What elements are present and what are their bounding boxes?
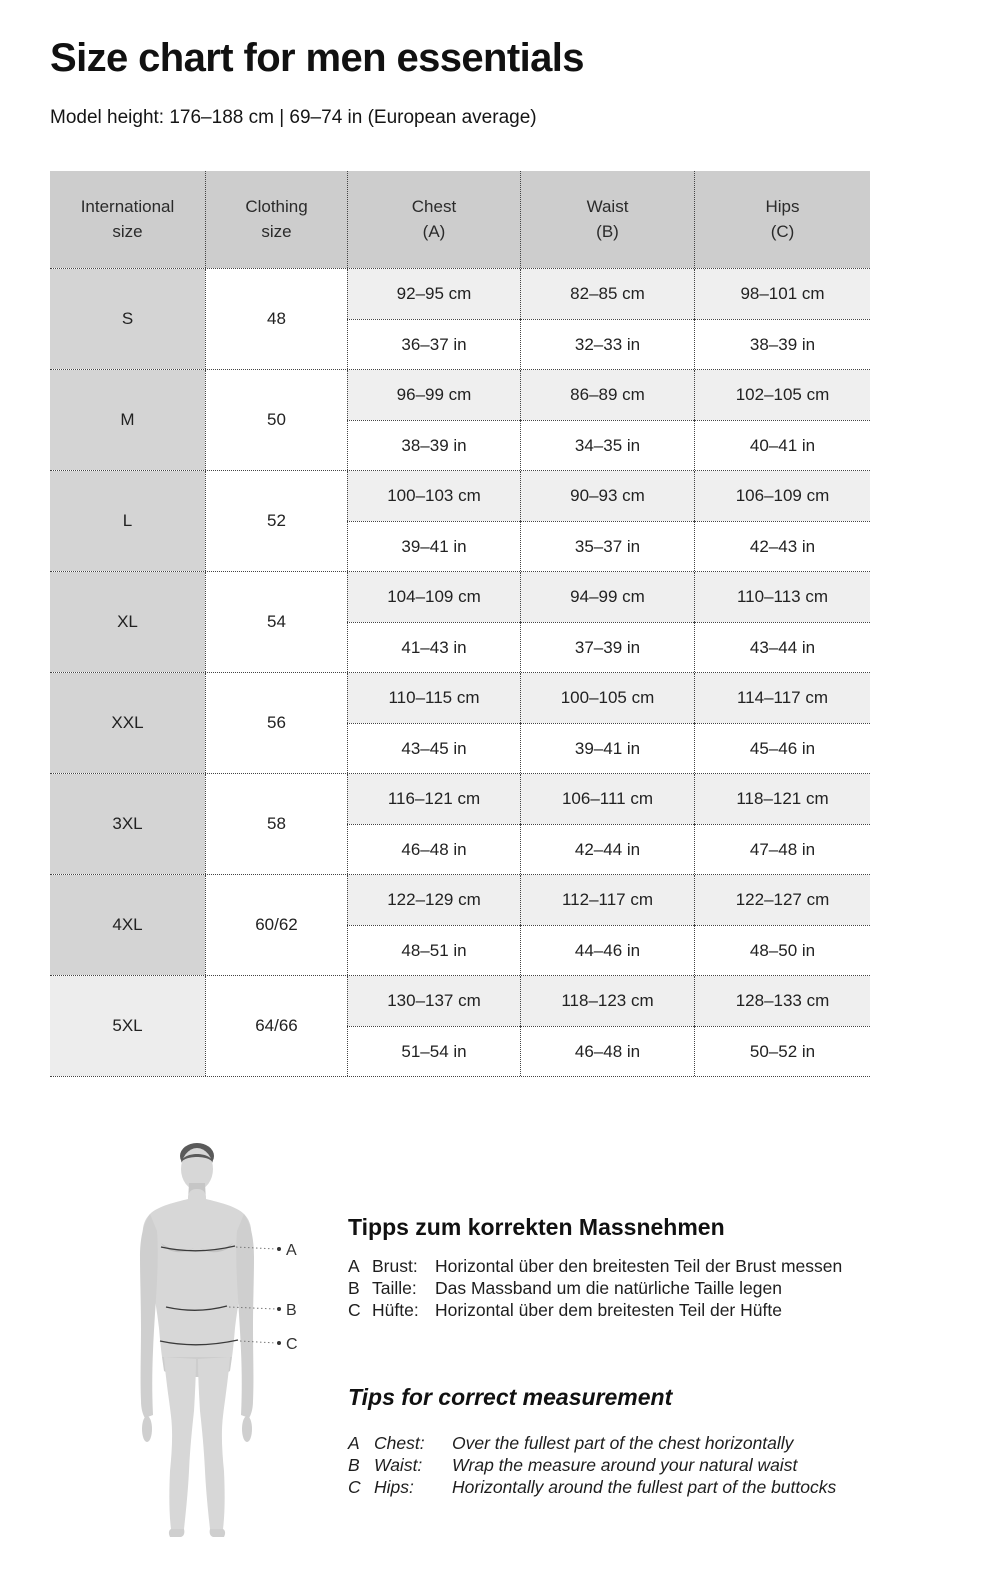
tip-letter: B	[348, 1455, 360, 1475]
cell-hips-cm: 128–133 cm	[694, 976, 870, 1026]
cell-clothing-size: 64/66	[205, 976, 347, 1076]
cell-clothing-size: 60/62	[205, 875, 347, 975]
tip-row-waist	[348, 1454, 836, 1476]
cell-international-size: S	[50, 269, 205, 369]
cell-hips-in: 50–52 in	[694, 1026, 870, 1076]
cell-hips-in: 42–43 in	[694, 521, 870, 571]
cell-waist-cm: 112–117 cm	[520, 875, 694, 925]
chest-label: A	[286, 1242, 297, 1259]
header-line: (A)	[422, 221, 446, 241]
cell-international-size: 4XL	[50, 875, 205, 975]
cell-hips-cm: 102–105 cm	[694, 370, 870, 420]
cell-clothing-size: 50	[205, 370, 347, 470]
header-line: Waist	[586, 196, 629, 216]
cell-waist-cm: 82–85 cm	[520, 269, 694, 319]
table-row-3xl	[50, 773, 870, 874]
size-chart-table	[50, 171, 870, 1077]
table-row-s	[50, 268, 870, 369]
waist-leader-dot	[277, 1307, 281, 1311]
tips-german	[348, 1214, 842, 1321]
cell-hips-cm: 98–101 cm	[694, 269, 870, 319]
cell-waist-cm: 86–89 cm	[520, 370, 694, 420]
cell-hips-in: 45–46 in	[694, 723, 870, 773]
header-line: size	[261, 221, 292, 241]
tip-letter: A	[348, 1256, 360, 1276]
tip-label: Chest:	[374, 1433, 425, 1453]
cell-hips-in: 40–41 in	[694, 420, 870, 470]
tip-text: Horizontally around the fullest part of the buttocks	[452, 1477, 837, 1497]
cell-clothing-size: 54	[205, 572, 347, 672]
cell-chest-cm: 130–137 cm	[347, 976, 520, 1026]
header-clothing-size	[205, 171, 347, 268]
cell-clothing-size: 56	[205, 673, 347, 773]
tip-label: Hüfte:	[372, 1300, 419, 1320]
table-row-5xl	[50, 975, 870, 1076]
table-header-row	[50, 171, 870, 268]
tip-letter: A	[348, 1433, 360, 1453]
cell-international-size: L	[50, 471, 205, 571]
cell-hips-cm: 118–121 cm	[694, 774, 870, 824]
figure-right-foot	[210, 1529, 225, 1537]
tips-english-heading: Tips for correct measurement	[348, 1384, 673, 1410]
cell-waist-in: 39–41 in	[520, 723, 694, 773]
tip-letter: C	[348, 1477, 361, 1497]
tip-label: Waist:	[374, 1455, 423, 1475]
chest-leader-dot	[277, 1247, 281, 1251]
cell-chest-cm: 92–95 cm	[347, 269, 520, 319]
cell-waist-cm: 90–93 cm	[520, 471, 694, 521]
cell-chest-cm: 96–99 cm	[347, 370, 520, 420]
tip-text: Horizontal über dem breitesten Teil der Hüfte	[435, 1300, 782, 1320]
hips-label: C	[286, 1336, 298, 1353]
tip-row-chest	[348, 1432, 836, 1454]
cell-chest-cm: 110–115 cm	[347, 673, 520, 723]
cell-waist-in: 32–33 in	[520, 319, 694, 369]
header-waist	[520, 171, 694, 268]
cell-hips-cm: 122–127 cm	[694, 875, 870, 925]
cell-chest-in: 36–37 in	[347, 319, 520, 369]
tip-label: Taille:	[372, 1278, 417, 1298]
male-body-figure	[138, 1139, 308, 1539]
tip-letter: C	[348, 1300, 361, 1320]
waist-label: B	[286, 1302, 297, 1319]
cell-waist-cm: 94–99 cm	[520, 572, 694, 622]
figure-right-leg	[198, 1357, 230, 1529]
cell-chest-in: 48–51 in	[347, 925, 520, 975]
cell-chest-cm: 100–103 cm	[347, 471, 520, 521]
header-line: Chest	[411, 196, 457, 216]
cell-chest-cm: 116–121 cm	[347, 774, 520, 824]
cell-hips-in: 38–39 in	[694, 319, 870, 369]
figure-torso	[143, 1189, 251, 1357]
cell-clothing-size: 58	[205, 774, 347, 874]
cell-clothing-size: 52	[205, 471, 347, 571]
page-title: Size chart for men essentials	[50, 36, 584, 80]
tip-row-hips	[348, 1299, 842, 1321]
tip-row-waist	[348, 1277, 842, 1299]
figure-left-leg	[164, 1357, 196, 1529]
figure-left-arm	[140, 1214, 158, 1418]
cell-waist-in: 35–37 in	[520, 521, 694, 571]
cell-chest-cm: 122–129 cm	[347, 875, 520, 925]
measurement-section	[0, 1077, 982, 1572]
header-line: (C)	[770, 221, 795, 241]
tips-german-list	[348, 1255, 842, 1321]
cell-hips-cm: 106–109 cm	[694, 471, 870, 521]
cell-waist-in: 42–44 in	[520, 824, 694, 874]
header-international-size	[50, 171, 205, 268]
cell-chest-in: 51–54 in	[347, 1026, 520, 1076]
cell-chest-in: 39–41 in	[347, 521, 520, 571]
header-line: Clothing	[245, 196, 308, 216]
header-line: Hips	[765, 196, 800, 216]
cell-waist-in: 34–35 in	[520, 420, 694, 470]
cell-international-size: 5XL	[50, 976, 205, 1076]
figure-right-arm	[236, 1214, 254, 1418]
cell-waist-in: 44–46 in	[520, 925, 694, 975]
header-hips	[694, 171, 870, 268]
cell-waist-in: 46–48 in	[520, 1026, 694, 1076]
table-row-xxl	[50, 672, 870, 773]
cell-hips-in: 43–44 in	[694, 622, 870, 672]
tip-letter: B	[348, 1278, 360, 1298]
tip-text: Horizontal über den breitesten Teil der Brust messen	[435, 1256, 843, 1276]
cell-clothing-size: 48	[205, 269, 347, 369]
tip-text: Wrap the measure around your natural waist	[452, 1455, 798, 1475]
tip-row-hips	[348, 1476, 836, 1498]
cell-waist-cm: 106–111 cm	[520, 774, 694, 824]
cell-waist-cm: 100–105 cm	[520, 673, 694, 723]
tip-text: Over the fullest part of the chest horizontally	[452, 1433, 794, 1453]
header-line: International	[80, 196, 175, 216]
figure-left-hand	[142, 1416, 152, 1442]
table-row-xl	[50, 571, 870, 672]
table-row-m	[50, 369, 870, 470]
cell-hips-in: 48–50 in	[694, 925, 870, 975]
cell-chest-in: 38–39 in	[347, 420, 520, 470]
cell-chest-in: 46–48 in	[347, 824, 520, 874]
cell-international-size: 3XL	[50, 774, 205, 874]
figure-left-foot	[169, 1529, 184, 1537]
cell-international-size: XXL	[50, 673, 205, 773]
hips-leader-dot	[277, 1341, 281, 1345]
cell-hips-cm: 110–113 cm	[694, 572, 870, 622]
tip-label: Brust:	[372, 1256, 418, 1276]
page-subtitle: Model height: 176–188 cm | 69–74 in (European average)	[50, 107, 537, 128]
header-line: size	[112, 221, 143, 241]
cell-hips-cm: 114–117 cm	[694, 673, 870, 723]
tip-row-chest	[348, 1255, 842, 1277]
table-row-l	[50, 470, 870, 571]
header-chest	[347, 171, 520, 268]
table-row-4xl	[50, 874, 870, 975]
tips-english	[348, 1384, 836, 1498]
cell-international-size: XL	[50, 572, 205, 672]
cell-waist-in: 37–39 in	[520, 622, 694, 672]
cell-hips-in: 47–48 in	[694, 824, 870, 874]
cell-chest-in: 41–43 in	[347, 622, 520, 672]
cell-waist-cm: 118–123 cm	[520, 976, 694, 1026]
tip-text: Das Massband um die natürliche Taille legen	[435, 1278, 782, 1298]
tips-english-list	[348, 1432, 836, 1498]
header-line: (B)	[596, 221, 619, 241]
tips-german-heading: Tipps zum korrekten Massnehmen	[348, 1214, 725, 1240]
figure-right-hand	[242, 1416, 252, 1442]
cell-chest-cm: 104–109 cm	[347, 572, 520, 622]
cell-international-size: M	[50, 370, 205, 470]
cell-chest-in: 43–45 in	[347, 723, 520, 773]
tip-label: Hips:	[374, 1477, 414, 1497]
